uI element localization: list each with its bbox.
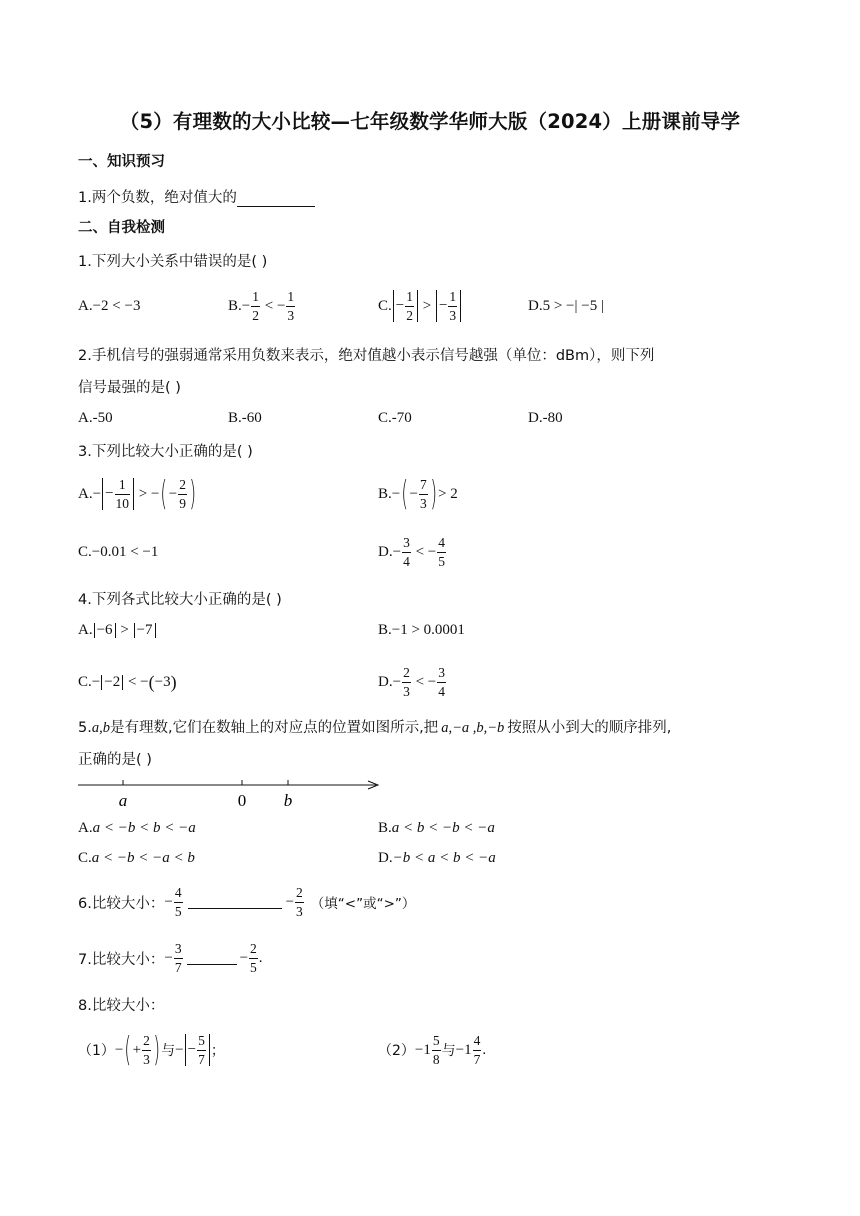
left-paren: ( [124, 1030, 132, 1070]
fraction [437, 666, 446, 698]
question-8-part-2 [378, 1026, 486, 1074]
option-label: A. [78, 485, 93, 502]
relation: < − [260, 297, 286, 314]
option-label: C. [78, 673, 92, 690]
period: . [258, 949, 263, 966]
denominator: 7 [198, 1051, 205, 1067]
question-2-option-a: A.-50 [78, 410, 113, 426]
absolute-value: − $\frac{1}{3}$ [436, 290, 461, 322]
fill-hint: （填“<”或“>”） [310, 896, 416, 912]
option-label: D. [378, 850, 393, 866]
question-3-option-c [78, 532, 158, 572]
option-expr: −b < a < b < −a [392, 850, 496, 866]
denominator: 5 [174, 903, 182, 919]
question-1-option-c [378, 284, 462, 328]
answer-blank [187, 952, 237, 965]
question-8-stem: 8.比较大小： [78, 998, 165, 1014]
option-label: C. [378, 297, 392, 314]
numerator: 4 [438, 535, 445, 550]
fraction [432, 1034, 441, 1066]
option-label: B. [378, 622, 392, 638]
axis-label-zero: 0 [237, 791, 247, 810]
fraction [174, 886, 183, 918]
left-paren: ( [160, 474, 168, 514]
option-label: C. [78, 543, 92, 560]
numerator: 2 [250, 941, 257, 956]
answer-blank [188, 896, 282, 909]
separator: ； [210, 1043, 225, 1059]
option-expr: a < −b < −a < b [91, 850, 195, 866]
numerator: 1 [252, 289, 259, 304]
option-label: B. [378, 485, 392, 502]
option-expr: 5 > −| −5 | [542, 297, 604, 314]
absolute-value: −7 [134, 623, 156, 638]
fraction [251, 290, 260, 322]
question-8-part-1: （1） − ( + $\frac{2}{3}$ ) 与 − − $\frac{5}{7}$ ； [78, 1030, 225, 1070]
numerator: 7 [419, 477, 427, 492]
numerator: 1 [449, 289, 457, 304]
numerator: 3 [403, 535, 410, 550]
denominator: 3 [143, 1051, 150, 1067]
connector: 与 [161, 1043, 176, 1059]
option-expr: > 2 [437, 485, 458, 502]
option-expr: −0.01 < −1 [91, 543, 159, 560]
numerator: 1 [287, 289, 295, 304]
option-label: D. [528, 297, 543, 314]
right-paren: ) [153, 1030, 160, 1070]
denominator: 3 [403, 683, 410, 699]
numerator: 2 [403, 665, 410, 680]
denominator: 3 [419, 495, 427, 511]
question-5-stem-line1 [78, 716, 671, 737]
numerator: 3 [438, 665, 445, 680]
option-label: B. [378, 820, 392, 836]
question-5-option-d [378, 850, 496, 867]
number-line [76, 774, 386, 814]
option-label: A. [78, 820, 93, 836]
period: . [482, 1041, 487, 1058]
relation: > [418, 297, 435, 314]
question-5-option-b [378, 820, 495, 837]
right-paren: ) [189, 474, 196, 514]
question-4-option-d: D. − $\frac{2}{3}$ < − $\frac{3}{4}$ [378, 665, 445, 699]
option-label: C. [78, 850, 92, 866]
fraction [249, 942, 258, 974]
numerator: 5 [198, 1033, 205, 1048]
whole-part: −1 [455, 1041, 472, 1058]
stem-part: 是有理数,它们在数轴上的对应点的位置如图所示,把 [109, 720, 439, 736]
fraction [437, 536, 446, 568]
denominator: 2 [406, 307, 413, 323]
answer-blank [237, 190, 315, 207]
question-5-option-c [78, 850, 195, 867]
denominator: 2 [252, 307, 259, 323]
question-1-option-d [528, 284, 604, 328]
fraction [142, 1034, 151, 1066]
denominator: 5 [250, 959, 257, 975]
question-2-stem-line2: 信号最强的是( ) [78, 380, 181, 396]
preview-question-1-text: 1.两个负数，绝对值大的 [78, 190, 237, 206]
section-selftest-heading: 二、自我检测 [78, 220, 165, 236]
fraction [197, 1034, 206, 1066]
left-paren: ( [401, 474, 409, 514]
option-label: D. [378, 543, 393, 560]
question-2-stem-line1: 2.手机信号的强弱通常采用负数来表示，绝对值越小表示信号越强（单位：dBm），则下列 [78, 348, 655, 364]
question-3-stem: 3.下列比较大小正确的是( ) [78, 444, 253, 460]
denominator: 3 [449, 307, 457, 323]
stem-part: 按照从小到大的顺序排列, [507, 720, 672, 736]
numerator: 2 [296, 885, 303, 900]
denominator: 3 [287, 307, 295, 323]
numerator: 1 [406, 289, 413, 304]
right-paren: ) [430, 474, 437, 514]
question-6-stem: 6.比较大小： [78, 895, 165, 912]
question-1-option-b [228, 284, 296, 328]
numerator: 1 [118, 477, 126, 492]
question-7-stem: 7.比较大小： [78, 951, 165, 968]
denominator: 8 [432, 1051, 440, 1067]
stem-var: a,−a ,b,−b [441, 720, 505, 736]
numerator: 2 [179, 477, 186, 492]
axis-label-a: a [118, 791, 128, 810]
fraction [405, 290, 414, 322]
question-4-option-b [378, 622, 465, 639]
numerator: 3 [174, 941, 182, 956]
denominator: 10 [115, 495, 130, 511]
question-1-stem: 1.下列大小关系中错误的是( ) [78, 254, 268, 270]
minus-sign: − [241, 297, 251, 314]
denominator: 7 [473, 1051, 481, 1067]
fraction [174, 942, 183, 974]
absolute-value: − $\frac{1}{2}$ [393, 290, 418, 322]
question-2-option-b: B.-60 [228, 410, 262, 426]
question-4-option-c: C. − −2 < − ( −3 ) [78, 671, 177, 692]
connector: 与 [441, 1043, 456, 1059]
question-7: 7.比较大小： − $\frac{3}{7}$ − $\frac{2}{5}$ . [78, 941, 263, 975]
fraction [115, 478, 131, 510]
axis-label-b: b [283, 791, 293, 810]
page-title: （5）有理数的大小比较—七年级数学华师大版（2024）上册课前导学 [119, 110, 741, 133]
question-2-option-c: C.-70 [378, 410, 412, 426]
option-label: A. [78, 297, 93, 314]
denominator: 4 [438, 683, 445, 699]
part-label: （1） [78, 1043, 115, 1059]
absolute-value: − $\frac{5}{7}$ [185, 1034, 210, 1066]
option-label: D. [378, 673, 393, 690]
stem-part: 5. [78, 720, 92, 736]
preview-question-1 [78, 186, 315, 207]
question-4-stem: 4.下列各式比较大小正确的是( ) [78, 592, 282, 608]
question-5-stem-line2: 正确的是( ) [78, 752, 152, 768]
denominator: 4 [403, 553, 410, 569]
denominator: 5 [438, 553, 445, 569]
stem-var: a,b [91, 720, 110, 736]
fraction [402, 536, 411, 568]
option-label: A. [78, 622, 93, 638]
option-expr: a < −b < b < −a [92, 820, 196, 836]
numerator: 4 [473, 1033, 481, 1048]
absolute-value: −2 [101, 675, 123, 690]
question-6: 6.比较大小： − $\frac{4}{5}$ − $\frac{2}{3}$ （填“<”或“>”） [78, 885, 416, 919]
option-label: B. [228, 297, 242, 314]
fraction [295, 886, 304, 918]
denominator: 9 [179, 495, 186, 511]
fraction [473, 1034, 482, 1066]
fraction [402, 666, 411, 698]
question-3-option-a: A. − − $\frac{1}{10}$ > − ( − $\frac{2}{9}$ ) [78, 474, 196, 514]
fraction [419, 478, 428, 510]
section-preview-heading: 一、知识预习 [78, 154, 165, 170]
question-1-option-a [78, 284, 140, 328]
question-2-option-d: D.-80 [528, 410, 563, 426]
fraction [178, 478, 187, 510]
numerator: 2 [143, 1033, 150, 1048]
absolute-value: −6 [94, 623, 116, 638]
option-expr: −2 < −3 [92, 297, 141, 314]
part-label: （2） [378, 1043, 415, 1059]
denominator: 7 [174, 959, 182, 975]
question-4-option-a: A. −6 > −7 [78, 622, 157, 639]
whole-part: −1 [414, 1041, 431, 1058]
denominator: 3 [296, 903, 303, 919]
question-5-option-a [78, 820, 196, 837]
question-3-option-b: B. − ( − $\frac{7}{3}$ ) > 2 [378, 474, 458, 514]
fraction [286, 290, 295, 322]
absolute-value: − $\frac{1}{10}$ [102, 478, 134, 510]
numerator: 5 [432, 1033, 440, 1048]
option-expr: a < b < −b < −a [391, 820, 495, 836]
numerator: 4 [174, 885, 182, 900]
question-3-option-d: D. − $\frac{3}{4}$ < − $\frac{4}{5}$ [378, 535, 445, 569]
fraction [448, 290, 457, 322]
option-expr: −1 > 0.0001 [391, 622, 465, 638]
